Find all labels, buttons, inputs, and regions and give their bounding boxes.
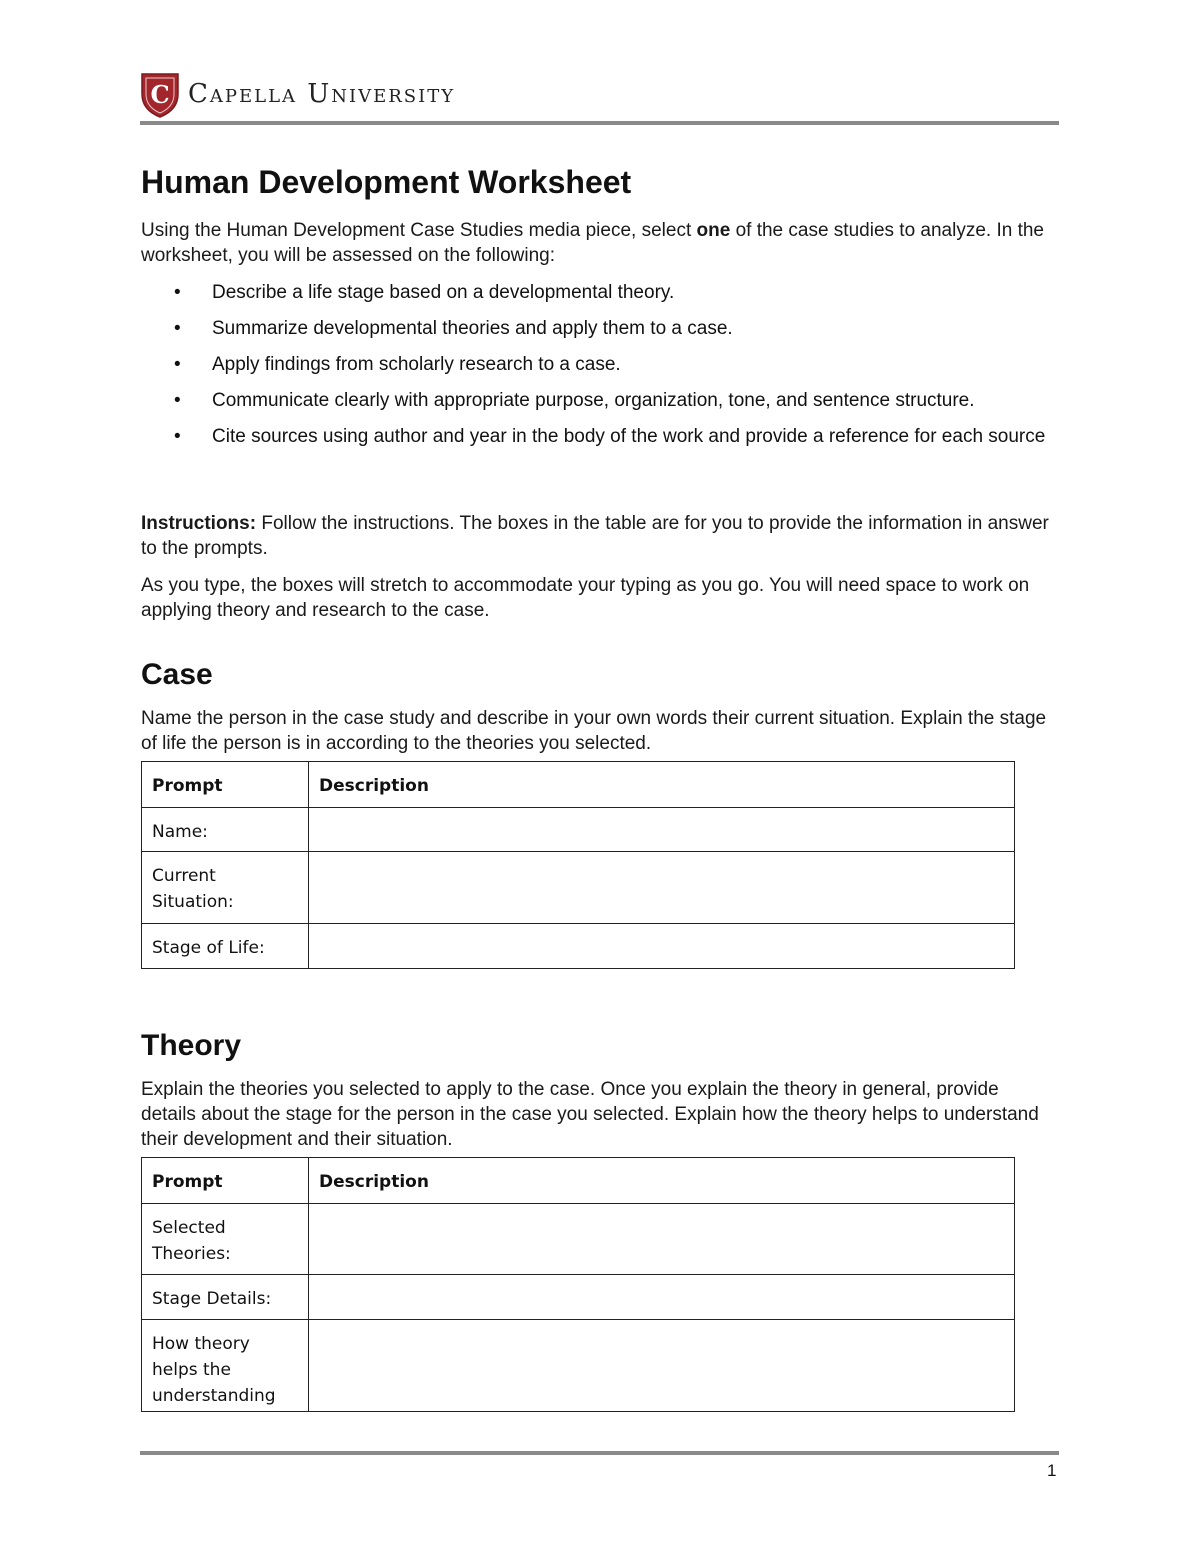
- table-header-row: [142, 762, 1015, 808]
- page-number: 1: [1047, 1461, 1057, 1480]
- header-text: Description: [319, 1172, 429, 1192]
- prompt-cell: [142, 1275, 309, 1320]
- theory-description: Explain the theories you selected to apply to the case. Once you explain the theory in general, provide details about the stage for the person in the case you selected. Explain how the theory helps to understand their development and their situation.: [141, 1079, 1039, 1150]
- page-title: Human Development Worksheet: [141, 164, 632, 200]
- instructions-text: Follow the instructions. The boxes in the table are for you to provide the information in answer to the prompts.: [141, 513, 1049, 559]
- intro-text-1: Using the Human Development Case Studies media piece, select: [141, 220, 697, 241]
- prompt-cell: [142, 924, 309, 969]
- criterion-text: Summarize developmental theories and apply them to a case.: [212, 318, 733, 339]
- prompt-label: Current Situation:: [152, 866, 234, 912]
- theory-table: [141, 1157, 1015, 1412]
- intro-emphasis: one: [696, 220, 731, 241]
- prompt-column-header: [142, 1158, 309, 1204]
- list-item: [141, 280, 1056, 305]
- description-column-header: [309, 762, 1015, 808]
- header-text: Prompt: [152, 776, 223, 796]
- footer-rule: [140, 1451, 1059, 1455]
- table-row: [142, 1204, 1015, 1275]
- bullet-icon: •: [174, 426, 181, 447]
- table-row: [142, 852, 1015, 924]
- list-item: [141, 388, 1056, 413]
- bullet-icon: •: [174, 390, 181, 411]
- prompt-label: Stage of Life:: [152, 938, 265, 958]
- capella-shield-icon: [140, 70, 180, 118]
- instructions-paragraph: [141, 511, 1056, 561]
- instructions-label: Instructions:: [141, 513, 257, 534]
- typing-note: As you type, the boxes will stretch to accommodate your typing as you go. You will need space to work on applying theory and research to the case.: [141, 575, 1030, 621]
- theories-answer-cell[interactable]: [309, 1204, 1015, 1275]
- criterion-text: Cite sources using author and year in the body of the work and provide a reference for each source: [212, 426, 1046, 447]
- prompt-cell: [142, 808, 309, 852]
- svg-text:C: C: [150, 80, 170, 109]
- table-header-row: [142, 1158, 1015, 1204]
- situation-answer-cell[interactable]: [309, 852, 1015, 924]
- criterion-text: Apply findings from scholarly research to a case.: [212, 354, 621, 375]
- bullet-icon: •: [174, 282, 181, 303]
- case-description: Name the person in the case study and describe in your own words their current situation. Explain the stage of life the person is in according to the theories you selected.: [141, 708, 1047, 754]
- header-rule: [140, 121, 1059, 125]
- header-text: Description: [319, 776, 429, 796]
- prompt-column-header: [142, 762, 309, 808]
- criterion-text: Communicate clearly with appropriate purpose, organization, tone, and sentence structure.: [212, 390, 975, 411]
- criterion-text: Describe a life stage based on a developmental theory.: [212, 282, 675, 303]
- list-item: [141, 316, 1056, 341]
- case-table: [141, 761, 1015, 969]
- prompt-label: How theory helps the understanding: [152, 1334, 276, 1406]
- theory-help-answer-cell[interactable]: [309, 1320, 1015, 1412]
- intro-paragraph: [141, 218, 1056, 268]
- capella-logo: [140, 68, 455, 120]
- prompt-cell: [142, 852, 309, 924]
- case-heading: Case: [141, 658, 213, 691]
- stage-answer-cell[interactable]: [309, 924, 1015, 969]
- prompt-label: Stage Details:: [152, 1289, 272, 1309]
- table-row: [142, 1320, 1015, 1412]
- bullet-icon: •: [174, 318, 181, 339]
- description-column-header: [309, 1158, 1015, 1204]
- table-row: [142, 808, 1015, 852]
- bullet-icon: •: [174, 354, 181, 375]
- criteria-list: [141, 280, 1056, 460]
- prompt-label: Name:: [152, 822, 208, 842]
- prompt-cell: [142, 1204, 309, 1275]
- table-row: [142, 1275, 1015, 1320]
- name-answer-cell[interactable]: [309, 808, 1015, 852]
- list-item: [141, 352, 1056, 377]
- table-row: [142, 924, 1015, 969]
- list-item: [141, 424, 1056, 449]
- brand-name: Capella University: [188, 79, 456, 109]
- prompt-label: Selected Theories:: [152, 1218, 231, 1264]
- intro-text-2: of the case studies to analyze. In the worksheet, you will be assessed on the following:: [141, 220, 1044, 266]
- stage-details-answer-cell[interactable]: [309, 1275, 1015, 1320]
- prompt-cell: [142, 1320, 309, 1412]
- theory-heading: Theory: [141, 1029, 242, 1062]
- header-text: Prompt: [152, 1172, 223, 1192]
